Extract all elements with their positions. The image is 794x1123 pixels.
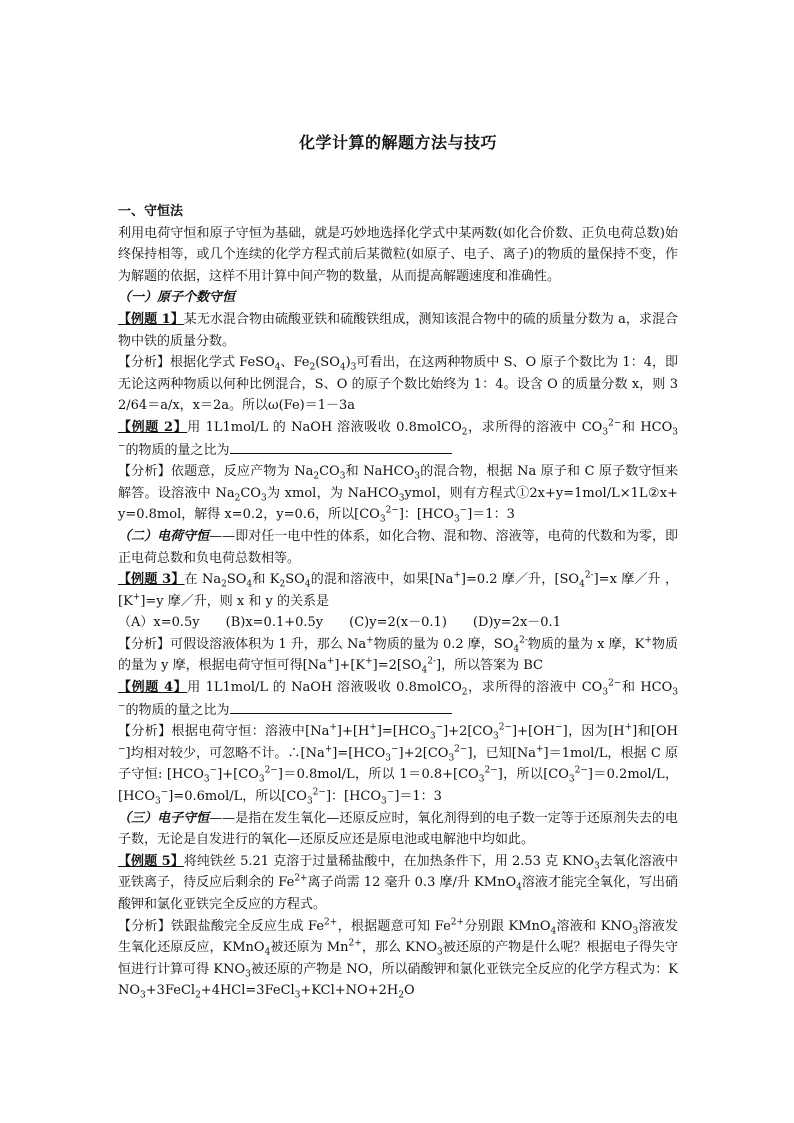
example-label: 【例题 1】 — [118, 311, 184, 327]
page-title: 化学计算的解题方法与技巧 — [298, 133, 497, 152]
analysis-label: 【分析】 — [118, 724, 172, 740]
analysis-3: 【分析】可假设溶液体积为 1 升，那么 Na+物质的量为 0.2 摩，$SO_4^{2-}$物质的量为 x 摩，K+物质的量为 y 摩，根据电荷守恒可得$[Na^+]+[K^+]=2[SO_4^{2-}]$，所以答案为 BC — [118, 635, 678, 677]
example-label: 【例题 2】 — [118, 419, 188, 435]
example-3-options: （A）x=0.5y (B)x=0.1+0.5y (C)y=2(x－0.1) (D)y=2x－0.1 — [118, 615, 561, 631]
example-label: 【例题 5】 — [118, 853, 184, 869]
document-body — [118, 201, 678, 1002]
example-5: 【例题 5】将纯铁丝 5.21 克溶于过量稀盐酸中，在加热条件下，用 2.53 克 $KNO_3$去氧化溶液中亚铁离子，待反应后剩余的 $Fe^{2+}$离子尚需 12 毫升 0.3 摩/升 KMnO$_4$溶液才能完全氧化，写出硝酸钾和氯化亚铁完全反应的方程式。 — [118, 853, 678, 912]
answer-blank — [230, 439, 452, 454]
analysis-1: 【分析】根据化学式 FeSO$_4$、$Fe_2(SO_4)_3$可看出，在这两种物质中 S、O 原子个数比为 1：4，即无论这两种物质以何种比例混合，S、O 的原子个数比始终为 1：4。设含 O 的质量分数 x，则 32/64＝a/x，x＝2a。所以ω(Fe)＝1－3a — [118, 355, 678, 414]
analysis-5: 【分析】铁跟盐酸完全反应生成 $Fe^{2+}$，根据题意可知 $Fe^{2+}$分别跟 KMnO$_4$溶液和 $KNO_3$溶液发生氧化还原反应，KMnO$_4$被还原为 $Mn^{2+}$，那么 $KNO_3$被还原的产物是什么呢？根据电子得失守恒进行计算可得 $KNO_3$被还原的产物是 NO，所以硝酸钾和氯化亚铁完全反应的化学方程式为：$KNO_3+3FeCl_2+4HCl=3FeCl_3+KCl+NO+2H_2O$ — [118, 917, 678, 1001]
example-label: 【例题 4】 — [118, 680, 188, 696]
subsection-3: （三）电子守恒——是指在发生氧化—还原反应时，氧化剂得到的电子数一定等于还原剂失去的电子数，无论是自发进行的氧化—还原反应还是原电池或电解池中均如此。 — [118, 810, 678, 848]
analysis-2: 【分析】依题意，反应产物为 $Na_2CO_3$和 NaHCO$_3$的混合物，根据 Na 原子和 C 原子数守恒来解答。设溶液中 $Na_2CO_3$为 xmol，为 NaHCO$_3$ymol，则有方程式①2x+y=1mol/L×1L②x+y=0.8mol，解得 x=0.2，y=0.6，所以$[CO_3^{2-}]$：$[HCO_3^-]=1$：3 — [118, 464, 678, 525]
analysis-4: 【分析】根据电荷守恒：溶液中$[Na^+]+[H^+]=[HCO_3^-]+2[CO_3^{2-}]+[OH^-]$，因为[H+]和[OH−]均相对较少，可忽略不计。$\therefore[Na^+]=[HCO_3^-]+2[CO_3^{2-}]$，已知[Na+]＝1mol/L，根据 C 原子守恒: $[HCO_3^-]+[CO_3^{2-}]=0.8mol/L$，所以 $1=0.8+[CO_3^{2-}]$，所以$[CO_3^{2-}]=0.2mol/L$，$[HCO_3^-]=0.6mol/L$，所以$[CO_3^{2-}]$：$[HCO_3^-]=1$：3 — [118, 722, 679, 807]
example-3: 【例题 3】在 $Na_2SO_4$和 $K_2SO_4$的混和溶液中，如果[Na+]=0.2 摩／升，$[SO_4^{2-}]=x$ 摩／升 ，[K+]=y 摩／升，则 x 和 y 的关系是 — [118, 570, 678, 609]
example-1: 【例题 1】某无水混合物由硫酸亚铁和硫酸铁组成，测知该混合物中的硫的质量分数为 a，求混合物中铁的质量分数。 — [118, 311, 678, 349]
subsection-heading: （一）原子个数守恒 — [118, 290, 236, 306]
subsection-2: （二）电荷守恒——即对任一电中性的体系，如化合物、混和物、溶液等，电荷的代数和为零，即正电荷总数和负电荷总数相等。 — [118, 528, 678, 566]
section-intro: 利用电荷守恒和原子守恒为基础，就是巧妙地选择化学式中某两数(如化合价数、正负电荷总数)始终保持相等，或几个连续的化学方程式前后某微粒(如原子、电子、离子)的物质的量保持不变，作为解题的依据，这样不用计算中间产物的数量，从而提高解题速度和准确性。 — [118, 225, 678, 284]
analysis-label: 【分析】 — [118, 464, 171, 480]
example-2: 【例题 2】用 1L1mol/L 的 NaOH 溶液吸收 0.8molCO$_2$，求所得的溶液中 $CO_3^{2-}$和 $HCO_3^-$的物质的量之比为 — [118, 418, 678, 458]
example-label: 【例题 3】 — [118, 572, 185, 588]
analysis-label: 【分析】 — [118, 355, 171, 371]
analysis-label: 【分析】 — [118, 918, 172, 934]
analysis-label: 【分析】 — [118, 636, 171, 652]
section-heading: 一、守恒法 — [118, 204, 184, 219]
example-4: 【例题 4】用 1L1mol/L 的 NaOH 溶液吸收 0.8molCO$_2$，求所得的溶液中 $CO_3^{2-}$和 $HCO_3^-$的物质的量之比为 — [118, 678, 678, 718]
answer-blank — [230, 699, 452, 714]
